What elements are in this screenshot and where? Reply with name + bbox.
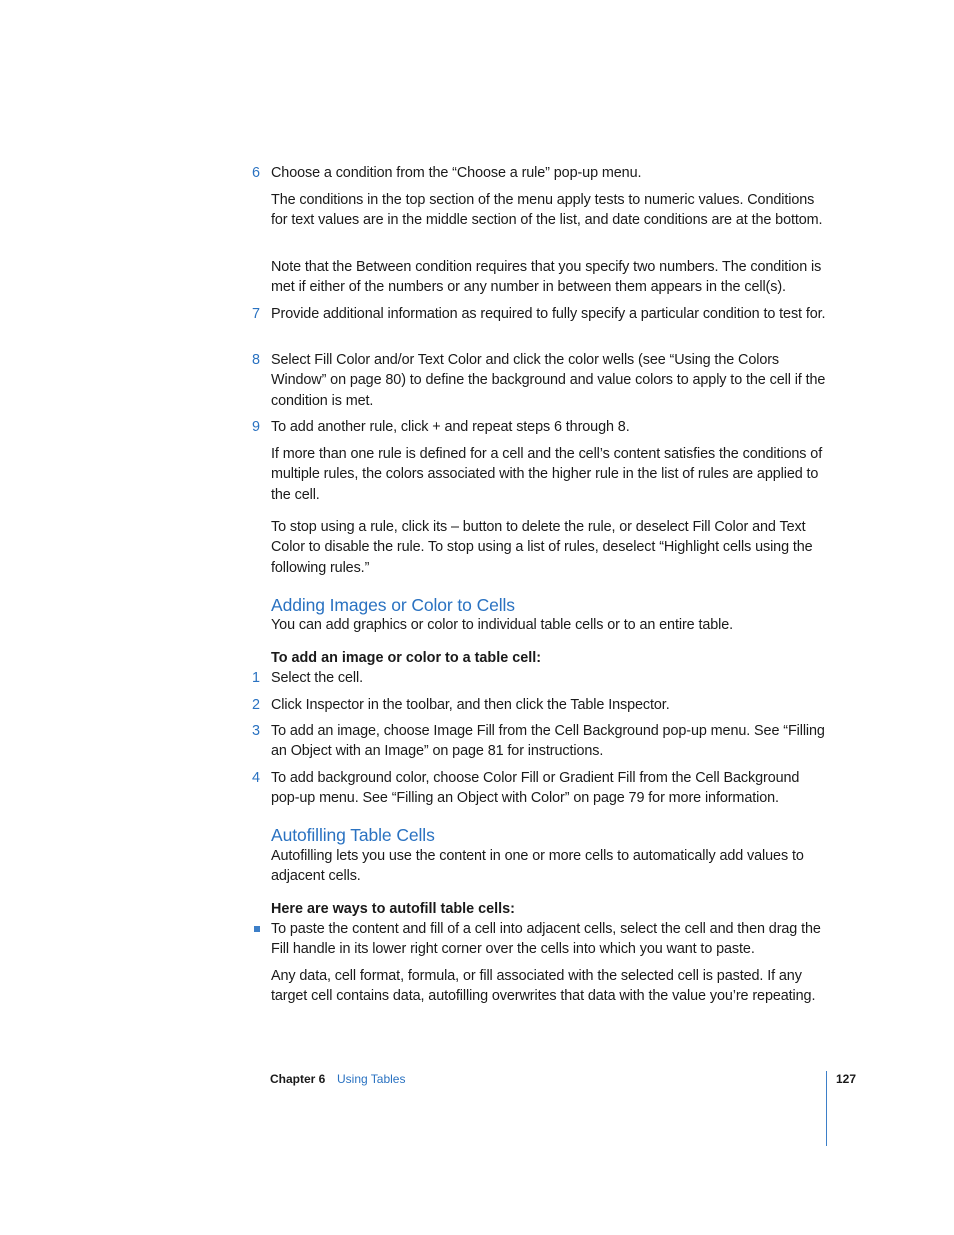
step-text: To add an image, choose Image Fill from the Cell Background pop-up menu. See “Filling an Object with an Image” on page 81 for instructions. <box>271 723 825 760</box>
step-number: 8 <box>251 352 260 368</box>
step-number: 4 <box>251 770 260 786</box>
paragraph: To stop using a rule, click its – button to delete the rule, or deselect Fill Color and Text Color to disable the rule. To stop using a list of rules, deselect “Highlight cells using the following rules.” <box>271 519 813 576</box>
footer-divider <box>826 1071 827 1146</box>
page-number: 127 <box>836 1072 857 1086</box>
step-text: Select Fill Color and/or Text Color and click the color wells (see “Using the Colors Window” on page 80) to define the background and value colors to apply to the cell if the condition is met. <box>271 352 826 409</box>
step-number: 2 <box>251 697 260 713</box>
step-text: Select the cell. <box>271 670 363 686</box>
task-lead: To add an image or color to a table cell: <box>271 650 542 666</box>
paragraph: The conditions in the top section of the menu apply tests to numeric values. Conditions for text values are in the middle section of the list, and date conditions are at the bottom. <box>271 192 823 229</box>
footer-chapter: Chapter 6 <box>270 1072 326 1086</box>
section-intro: You can add graphics or color to individual table cells or to an entire table. <box>271 617 734 633</box>
step-text: To add another rule, click + and repeat steps 6 through 8. <box>271 419 630 435</box>
step-text: Provide additional information as required to fully specify a particular condition to test for. <box>271 306 826 322</box>
paragraph: Note that the Between condition requires that you specify two numbers. The condition is met if either of the numbers or any number in between them appears in the cell(s). <box>271 259 822 296</box>
bullet-text: To paste the content and fill of a cell into adjacent cells, select the cell and then drag the Fill handle in its lower right corner over the cells into which you want to paste. <box>271 921 821 958</box>
section-intro: Autofilling lets you use the content in one or more cells to automatically add values to adjacent cells. <box>271 848 804 885</box>
step-number: 3 <box>251 723 260 739</box>
paragraph: If more than one rule is defined for a cell and the cell’s content satisfies the conditions of multiple rules, the colors associated with the higher rule in the list of rules are applied to the cell. <box>271 446 823 503</box>
step-number: 1 <box>251 670 260 686</box>
footer-chapter-title: Using Tables <box>337 1072 406 1086</box>
step-text: To add background color, choose Color Fill or Gradient Fill from the Cell Background pop-up menu. See “Filling an Object with Color” on page 79 for more information. <box>271 770 800 807</box>
task-lead: Here are ways to autofill table cells: <box>271 901 515 917</box>
bullet-marker <box>254 926 260 932</box>
step-number: 9 <box>251 419 260 435</box>
step-text: Choose a condition from the “Choose a rule” pop-up menu. <box>271 165 642 181</box>
paragraph: Any data, cell format, formula, or fill associated with the selected cell is pasted. If any target cell contains data, autofilling overwrites that data with the value you’re repeating. <box>271 968 816 1005</box>
step-number: 6 <box>251 165 260 181</box>
step-text: Click Inspector in the toolbar, and then click the Table Inspector. <box>271 697 670 713</box>
step-number: 7 <box>251 306 260 322</box>
section-heading: Autofilling Table Cells <box>271 825 435 845</box>
section-heading: Adding Images or Color to Cells <box>271 595 515 615</box>
